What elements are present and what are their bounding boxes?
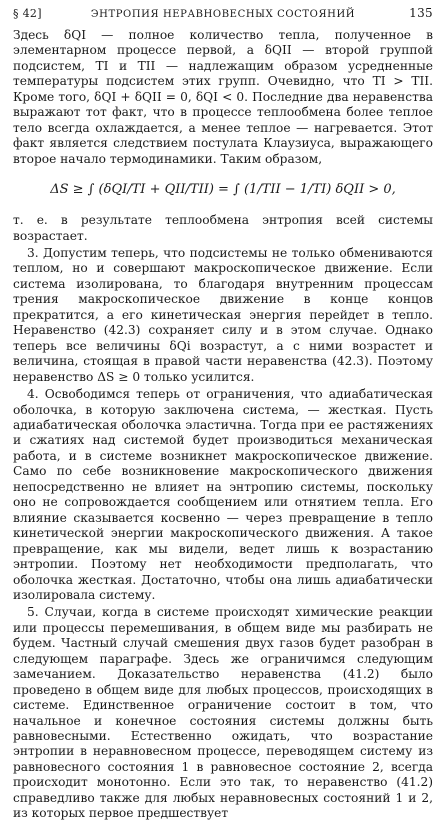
- paragraph-1: Здесь δQI — полное количество тепла, полученное в элементарном процессе первой, а δQII — второй группой подсистем, TI и TII — надлежащим образом усредненные температуры подсистем этих групп. Очевидно, что TI > TII. Кроме того, δQI + δQII = 0, δQI < 0. Последние два неравенства выражают тот факт, что в процессе теплообмена более теплое тело всегда охлаждается, а менее теплое — нагревается. Этот факт является следствием постулата Клаузиуса, выражающего второе начало термодинамики. Таким образом,: [13, 28, 433, 166]
- paragraph-4: 4. Освободимся теперь от ограничения, что адиабатическая оболочка, в которую заключена система, — жесткая. Пусть адиабатическая оболочка эластична. Тогда при ее растяжениях и сжатиях над системой будет производиться механическая работа, и в системе возникнет макроскопическое движение. Само по себе возникновение макроскопического движения непосредственно не влияет на энтропию системы, поскольку оно не сопровождается сообщением или отнятием тепла. Его влияние сказывается косвенно — через превращение в тепло кинетической энергии макроскопического движения. А такое превращение, как мы видели, ведет лишь к возрастанию энтропии. Поэтому нет необходимости предполагать, что оболочка жесткая. Достаточно, чтобы она лишь адиабатически изолировала систему.: [13, 387, 433, 602]
- paragraph-2: т. е. в результате теплообмена энтропия всей системы возрастает.: [13, 213, 433, 243]
- paragraph-3: 3. Допустим теперь, что подсистемы не только обмениваются теплом, но и совершают макроскопическое движение. Если система изолирована, то благодаря внутренним процессам трения макроскопическое движение в конце концов прекратится, а его кинетическая энергия перейдет в тепло. Неравенство (42.3) сохраняет силу и в этом случае. Однако теперь все величины δQi возрастут, а с ними возрастет и величина, стоящая в правой части неравенства (42.3). Поэтому неравенство ΔS ≥ 0 только усилится.: [13, 245, 433, 384]
- running-title: ЭНТРОПИЯ НЕРАВНОВЕСНЫХ СОСТОЯНИЙ: [90, 9, 356, 20]
- page-number: 135: [409, 6, 433, 20]
- paragraph-5: 5. Случаи, когда в системе происходят химические реакции или процессы перемешивания, в общем виде мы разбирать не будем. Частный случай смешения двух газов будет разобран в следующем параграфе. Здесь же ограничимся следующим замечанием. Доказательство неравенства (41.2) было проведено в общем виде для любых процессов, происходящих в системе. Единственное ограничение состоит в том, что начальное и конечное состояния системы должны быть равновесными. Естественно ожидать, что возрастание энтропии в неравновесном процессе, переводящем систему из равновесного состояния 1 в равновесное состояние 2, всегда происходит монотонно. Если это так, то неравенство (41.2) справедливо также для любых неравновесных состояний 1 и 2, из которых первое предшествует: [13, 605, 433, 821]
- body-text: [13, 28, 433, 822]
- section-marker: § 42]: [13, 7, 42, 20]
- entropy-inequality-formula: ΔS ≥ ∫ (δQI/TI + QII/TII) = ∫ (1/TII − 1/TI) δQII > 0,: [50, 182, 396, 198]
- running-header: [13, 6, 433, 28]
